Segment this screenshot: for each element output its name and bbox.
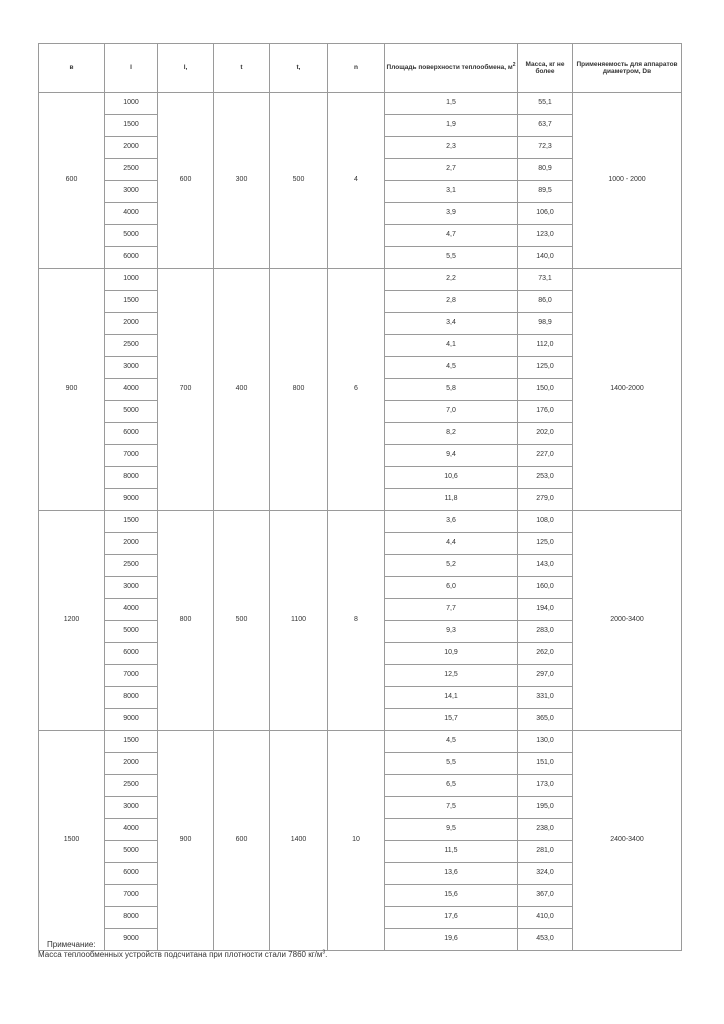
cell-n: 6 — [328, 269, 385, 511]
cell-l: 9000 — [105, 929, 158, 951]
cell-l: 7000 — [105, 445, 158, 467]
cell-area: 3,4 — [385, 313, 518, 335]
cell-mass: 297,0 — [518, 665, 573, 687]
cell-mass: 194,0 — [518, 599, 573, 621]
cell-mass: 367,0 — [518, 885, 573, 907]
cell-area: 8,2 — [385, 423, 518, 445]
cell-area: 10,9 — [385, 643, 518, 665]
cell-l: 1000 — [105, 269, 158, 291]
footnote-text — [38, 950, 678, 960]
footnote-sup: 3 — [322, 949, 326, 956]
cell-t: 600 — [214, 731, 270, 951]
cell-area: 2,7 — [385, 159, 518, 181]
cell-l: 4000 — [105, 599, 158, 621]
cell-mass: 89,5 — [518, 181, 573, 203]
table-body — [39, 93, 682, 951]
cell-area: 11,8 — [385, 489, 518, 511]
cell-mass: 55,1 — [518, 93, 573, 115]
footnote-title: Примечание: — [47, 940, 96, 949]
cell-l: 4000 — [105, 203, 158, 225]
cell-mass: 283,0 — [518, 621, 573, 643]
cell-l: 8000 — [105, 907, 158, 929]
cell-area: 5,5 — [385, 247, 518, 269]
cell-mass: 125,0 — [518, 357, 573, 379]
cell-mass: 72,3 — [518, 137, 573, 159]
cell-area: 13,6 — [385, 863, 518, 885]
cell-l: 2500 — [105, 335, 158, 357]
cell-l: 7000 — [105, 665, 158, 687]
cell-area: 6,0 — [385, 577, 518, 599]
cell-mass: 86,0 — [518, 291, 573, 313]
cell-l: 5000 — [105, 841, 158, 863]
footnote-body: Масса теплообменных устройств подсчитана при плотности стали 7860 кг/м — [38, 950, 323, 959]
cell-l1: 900 — [158, 731, 214, 951]
cell-area: 9,3 — [385, 621, 518, 643]
cell-mass: 253,0 — [518, 467, 573, 489]
cell-area: 5,2 — [385, 555, 518, 577]
cell-l: 3000 — [105, 797, 158, 819]
spec-table — [38, 43, 682, 951]
cell-mass: 151,0 — [518, 753, 573, 775]
cell-mass: 108,0 — [518, 511, 573, 533]
cell-area: 3,6 — [385, 511, 518, 533]
table-row — [39, 93, 682, 115]
cell-l: 1500 — [105, 291, 158, 313]
cell-applicability: 2400-3400 — [573, 731, 682, 951]
cell-l: 8000 — [105, 687, 158, 709]
cell-mass: 453,0 — [518, 929, 573, 951]
cell-mass: 238,0 — [518, 819, 573, 841]
cell-mass: 140,0 — [518, 247, 573, 269]
cell-l: 7000 — [105, 885, 158, 907]
cell-mass: 106,0 — [518, 203, 573, 225]
header-l: l — [105, 44, 158, 93]
cell-area: 10,6 — [385, 467, 518, 489]
cell-l: 2500 — [105, 159, 158, 181]
cell-mass: 63,7 — [518, 115, 573, 137]
cell-mass: 98,9 — [518, 313, 573, 335]
cell-t: 500 — [214, 511, 270, 731]
cell-t1: 1400 — [270, 731, 328, 951]
cell-t: 400 — [214, 269, 270, 511]
table-row — [39, 269, 682, 291]
cell-l: 1500 — [105, 731, 158, 753]
cell-mass: 410,0 — [518, 907, 573, 929]
cell-l: 9000 — [105, 709, 158, 731]
cell-mass: 160,0 — [518, 577, 573, 599]
table-row — [39, 731, 682, 753]
cell-mass: 80,9 — [518, 159, 573, 181]
cell-mass: 150,0 — [518, 379, 573, 401]
cell-l: 2500 — [105, 775, 158, 797]
footnote — [38, 940, 678, 960]
cell-n: 10 — [328, 731, 385, 951]
cell-l: 6000 — [105, 423, 158, 445]
cell-area: 15,7 — [385, 709, 518, 731]
cell-n: 4 — [328, 93, 385, 269]
cell-applicability: 2000-3400 — [573, 511, 682, 731]
cell-area: 4,5 — [385, 731, 518, 753]
cell-t1: 1100 — [270, 511, 328, 731]
cell-mass: 173,0 — [518, 775, 573, 797]
header-area-text: Площадь поверхности теплообмена, м — [386, 64, 513, 72]
cell-l: 2000 — [105, 753, 158, 775]
cell-area: 19,6 — [385, 929, 518, 951]
cell-mass: 143,0 — [518, 555, 573, 577]
cell-l1: 800 — [158, 511, 214, 731]
header-b: в — [39, 44, 105, 93]
header-applicability: Применяемость для аппаратов диаметром, Dв — [573, 44, 682, 93]
cell-l: 6000 — [105, 247, 158, 269]
cell-b: 1200 — [39, 511, 105, 731]
cell-area: 4,1 — [385, 335, 518, 357]
cell-l1: 600 — [158, 93, 214, 269]
header-n: n — [328, 44, 385, 93]
cell-area: 3,9 — [385, 203, 518, 225]
cell-area: 3,1 — [385, 181, 518, 203]
cell-l: 1000 — [105, 93, 158, 115]
cell-area: 1,5 — [385, 93, 518, 115]
cell-l: 3000 — [105, 577, 158, 599]
cell-l: 5000 — [105, 621, 158, 643]
cell-area: 14,1 — [385, 687, 518, 709]
footnote-end: . — [325, 950, 328, 959]
cell-mass: 331,0 — [518, 687, 573, 709]
cell-area: 17,6 — [385, 907, 518, 929]
table-row — [39, 511, 682, 533]
cell-t1: 500 — [270, 93, 328, 269]
cell-l: 2000 — [105, 137, 158, 159]
cell-mass: 125,0 — [518, 533, 573, 555]
cell-area: 5,8 — [385, 379, 518, 401]
cell-l: 6000 — [105, 643, 158, 665]
cell-l: 2000 — [105, 313, 158, 335]
cell-mass: 281,0 — [518, 841, 573, 863]
cell-area: 12,5 — [385, 665, 518, 687]
cell-l: 3000 — [105, 181, 158, 203]
cell-b: 1500 — [39, 731, 105, 951]
cell-area: 2,2 — [385, 269, 518, 291]
cell-mass: 73,1 — [518, 269, 573, 291]
cell-mass: 202,0 — [518, 423, 573, 445]
cell-l: 5000 — [105, 401, 158, 423]
cell-l: 6000 — [105, 863, 158, 885]
cell-mass: 365,0 — [518, 709, 573, 731]
cell-applicability: 1000 - 2000 — [573, 93, 682, 269]
cell-area: 9,4 — [385, 445, 518, 467]
cell-l1: 700 — [158, 269, 214, 511]
header-mass: Масса, кг не более — [518, 44, 573, 93]
cell-area: 2,3 — [385, 137, 518, 159]
header-l1: l, — [158, 44, 214, 93]
cell-t: 300 — [214, 93, 270, 269]
cell-area: 2,8 — [385, 291, 518, 313]
cell-l: 1500 — [105, 511, 158, 533]
cell-area: 11,5 — [385, 841, 518, 863]
cell-applicability: 1400-2000 — [573, 269, 682, 511]
cell-b: 900 — [39, 269, 105, 511]
cell-area: 7,5 — [385, 797, 518, 819]
cell-l: 2500 — [105, 555, 158, 577]
header-t: t — [214, 44, 270, 93]
cell-area: 1,9 — [385, 115, 518, 137]
cell-area: 7,7 — [385, 599, 518, 621]
cell-area: 4,5 — [385, 357, 518, 379]
cell-l: 1500 — [105, 115, 158, 137]
cell-area: 6,5 — [385, 775, 518, 797]
cell-n: 8 — [328, 511, 385, 731]
cell-mass: 195,0 — [518, 797, 573, 819]
cell-l: 3000 — [105, 357, 158, 379]
cell-l: 2000 — [105, 533, 158, 555]
cell-l: 4000 — [105, 819, 158, 841]
cell-mass: 279,0 — [518, 489, 573, 511]
cell-mass: 130,0 — [518, 731, 573, 753]
cell-l: 8000 — [105, 467, 158, 489]
cell-area: 4,4 — [385, 533, 518, 555]
cell-area: 5,5 — [385, 753, 518, 775]
header-area — [385, 44, 518, 93]
cell-area: 9,5 — [385, 819, 518, 841]
cell-l: 9000 — [105, 489, 158, 511]
cell-mass: 324,0 — [518, 863, 573, 885]
cell-t1: 800 — [270, 269, 328, 511]
cell-mass: 262,0 — [518, 643, 573, 665]
header-t1: t, — [270, 44, 328, 93]
cell-area: 7,0 — [385, 401, 518, 423]
cell-l: 5000 — [105, 225, 158, 247]
cell-l: 4000 — [105, 379, 158, 401]
cell-area: 15,6 — [385, 885, 518, 907]
cell-mass: 123,0 — [518, 225, 573, 247]
header-row — [39, 44, 682, 93]
cell-mass: 112,0 — [518, 335, 573, 357]
cell-b: 600 — [39, 93, 105, 269]
cell-area: 4,7 — [385, 225, 518, 247]
cell-mass: 227,0 — [518, 445, 573, 467]
cell-mass: 176,0 — [518, 401, 573, 423]
header-area-sup: 2 — [512, 62, 516, 69]
